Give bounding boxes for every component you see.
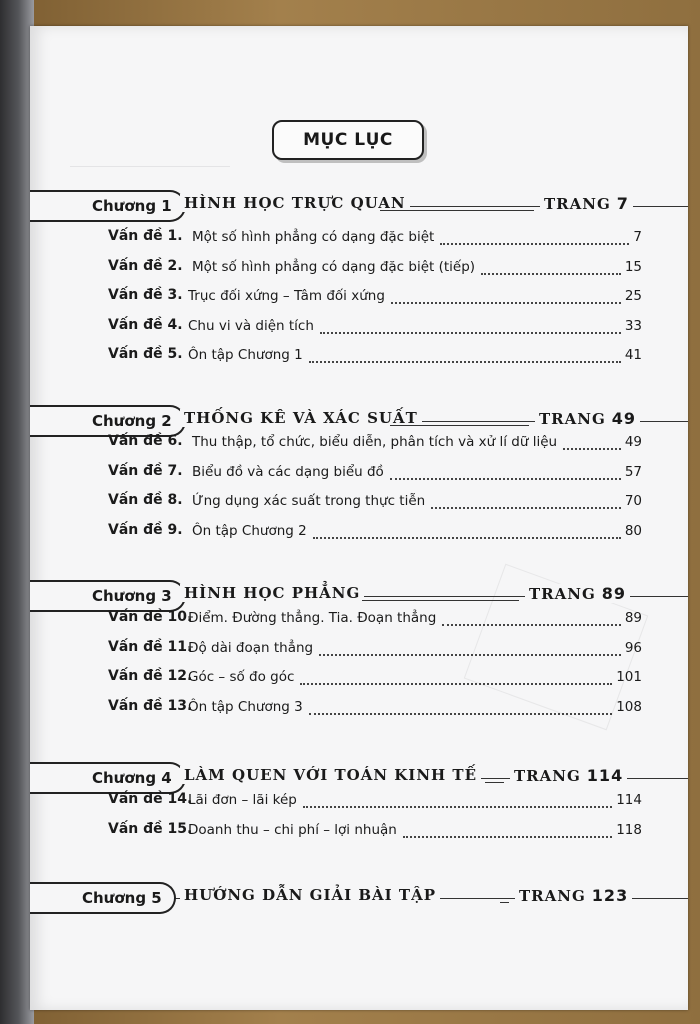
entry-title: Một số hình phẳng có dạng đặc biệt [192,229,435,245]
entry-page-number: 49 [624,434,642,450]
chapter-page-number: 123 [591,886,629,905]
entry-label: Vấn đề 5. [108,346,183,362]
toc-entry[interactable] [30,287,688,311]
toc-entry[interactable] [30,639,688,663]
entry-page-number: 118 [616,821,642,838]
entry-label: Vấn đề 14. [108,791,193,807]
chapter-heading[interactable] [30,186,688,220]
entry-label: Vấn đề 6. [108,433,183,449]
dot-leader [309,699,612,715]
entry-page-number: 114 [616,792,642,808]
page-word: TRANG [514,767,581,785]
toc-entry[interactable] [30,317,688,341]
dot-leader [442,610,621,626]
toc-entry[interactable] [30,346,688,370]
chapter-badge: Chương 4 [30,762,186,794]
chapter-heading[interactable] [30,758,688,792]
chapter-page-number: 114 [586,766,624,785]
entry-title: Ôn tập Chương 2 [192,522,307,539]
entry-label: Vấn đề 4. [108,316,183,333]
entry-label: Vấn đề 10. [108,609,193,625]
dot-leader [431,493,621,509]
toc-entry[interactable] [30,609,688,633]
page-word: TRANG [519,887,586,905]
toc-entry[interactable] [30,433,688,457]
chapter-title: HƯỚNG DẪN GIẢI BÀI TẬP [180,886,440,904]
dot-leader [390,464,621,480]
chapter-page-number: 7 [616,194,629,213]
dot-leader [440,229,629,245]
dot-leader [313,523,621,539]
toc-entry[interactable] [30,791,688,815]
entry-page-number: 101 [616,669,642,685]
dot-leader [320,318,621,334]
chapter-leader-line [362,600,519,601]
chapter-title: HÌNH HỌC TRỰC QUAN [180,194,410,212]
dot-leader [391,288,621,304]
entry-title: Ôn tập Chương 3 [188,698,303,715]
entry-title: Độ dài đoạn thẳng [188,639,314,656]
chapter-title: LÀM QUEN VỚI TOÁN KINH TẾ [180,766,481,784]
toc-entry[interactable] [30,821,688,845]
dot-leader [481,259,621,275]
chapter-heading[interactable] [30,401,688,435]
book-page [30,26,688,1010]
chapter-badge: Chương 1 [30,190,186,222]
entry-page-number: 25 [624,288,642,304]
entry-label: Vấn đề 2. [108,257,183,274]
entry-page-number: 89 [624,610,642,626]
chapter-heading[interactable] [30,576,688,610]
page-word: TRANG [544,195,611,213]
entry-page-number: 7 [633,229,642,245]
show-through-shading [70,136,230,167]
chapter-leader-line [500,902,509,903]
entry-label: Vấn đề 13. [108,697,193,714]
entry-label: Vấn đề 15. [108,820,193,837]
dot-leader [303,792,612,808]
entry-page-number: 80 [624,522,642,539]
entry-title: Góc – số đo góc [188,669,295,685]
entry-title: Ôn tập Chương 1 [188,347,303,363]
chapter-page-ref [525,584,630,603]
entry-label: Vấn đề 7. [108,462,183,479]
entry-label: Vấn đề 12. [108,668,193,684]
entry-title: Thu thập, tổ chức, biểu diễn, phân tích và xử lí dữ liệu [192,434,558,450]
toc-entry[interactable] [30,668,688,692]
entry-title: Ứng dụng xác suất trong thực tiễn [192,493,426,509]
entry-page-number: 96 [624,639,642,656]
entry-title: Một số hình phẳng có dạng đặc biệt (tiếp) [192,258,476,275]
chapter-title: THỐNG KÊ VÀ XÁC SUẤT [180,409,422,427]
entry-title: Chu vi và diện tích [188,317,314,334]
page-word: TRANG [529,585,596,603]
toc-entry[interactable] [30,492,688,516]
entry-label: Vấn đề 9. [108,521,183,538]
dot-leader [309,347,621,363]
entry-title: Điểm. Đường thẳng. Tia. Đoạn thẳng [188,610,437,626]
toc-title: MỤC LỤC [272,120,424,160]
book-spine [0,0,34,1024]
entry-title: Doanh thu – chi phí – lợi nhuận [188,821,397,838]
chapter-page-ref [540,194,633,213]
dot-leader [563,434,621,450]
chapter-page-number: 49 [611,409,637,428]
chapter-badge: Chương 5 [30,882,176,914]
entry-page-number: 108 [616,698,642,715]
toc-entry[interactable] [30,698,688,722]
chapter-badge: Chương 3 [30,580,186,612]
dot-leader [300,669,612,685]
entry-page-number: 41 [624,347,642,363]
entry-page-number: 15 [624,258,642,275]
entry-title: Trục đối xứng – Tâm đối xứng [188,288,385,304]
chapter-badge: Chương 2 [30,405,186,437]
chapter-heading[interactable] [30,878,688,912]
toc-entry[interactable] [30,258,688,282]
dot-leader [403,822,612,838]
entry-label: Vấn đề 3. [108,287,183,303]
entry-label: Vấn đề 1. [108,228,183,244]
entry-label: Vấn đề 11. [108,638,193,655]
entry-label: Vấn đề 8. [108,492,183,508]
toc-entry[interactable] [30,522,688,546]
chapter-page-ref [535,409,640,428]
entry-page-number: 70 [624,493,642,509]
chapter-leader-line [390,425,529,426]
entry-page-number: 33 [624,317,642,334]
toc-entry[interactable] [30,228,688,252]
entry-title: Biểu đồ và các dạng biểu đồ [192,463,384,480]
chapter-page-number: 89 [601,584,627,603]
toc-entry[interactable] [30,463,688,487]
chapter-leader-line [380,210,534,211]
entry-page-number: 57 [624,463,642,480]
entry-title: Lãi đơn – lãi kép [188,792,297,808]
chapter-page-ref [510,766,627,785]
chapter-leader-line [485,782,504,783]
dot-leader [319,640,621,656]
chapter-page-ref [515,886,632,905]
page-word: TRANG [539,410,606,428]
chapter-title: HÌNH HỌC PHẲNG [180,584,364,602]
